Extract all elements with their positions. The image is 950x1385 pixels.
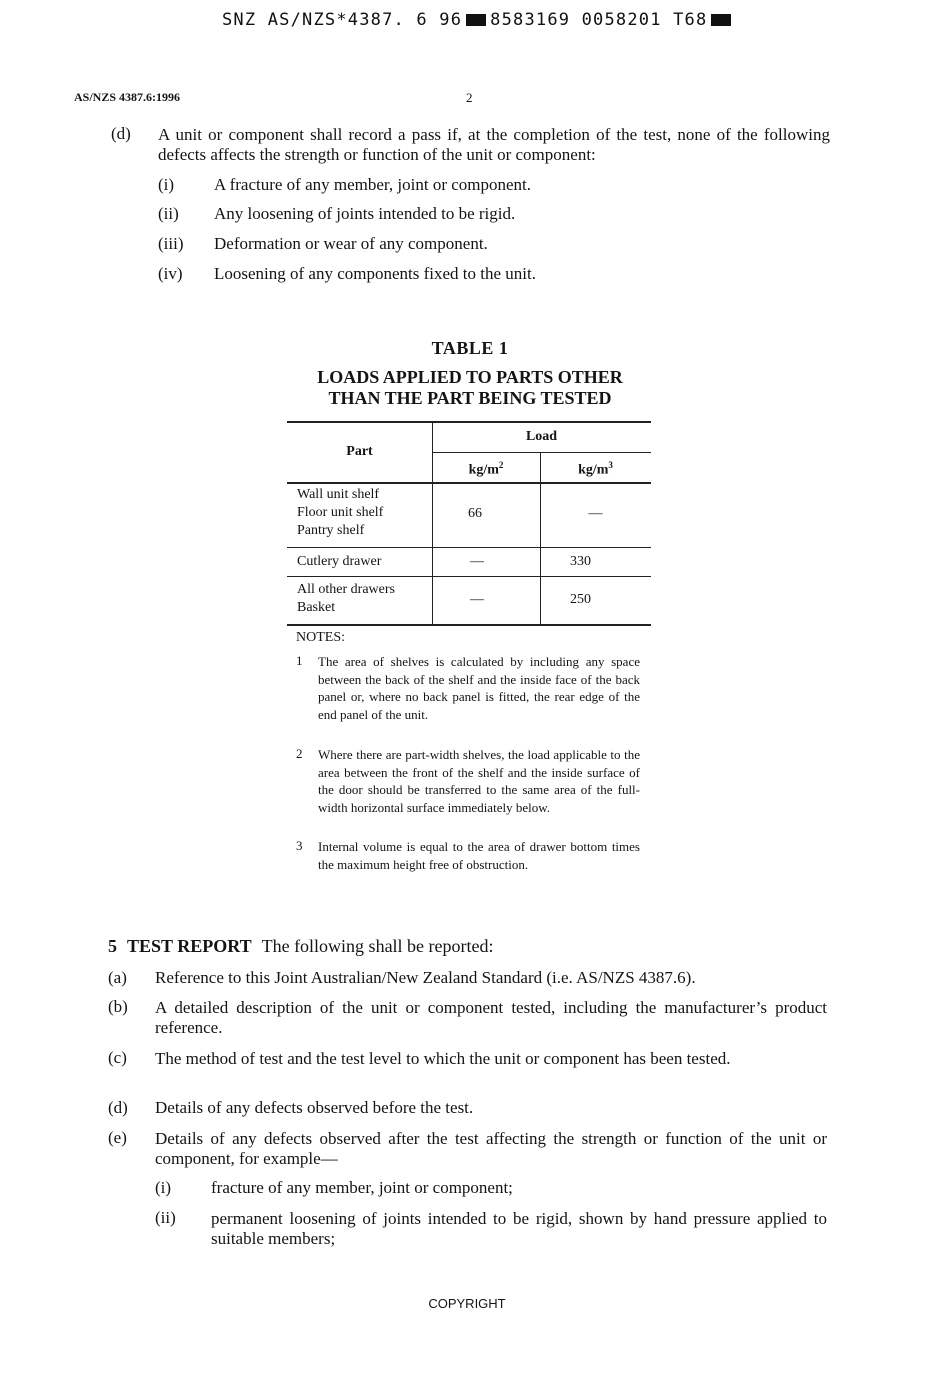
report-item-text: A detailed description of the unit or component tested, including the manufacturer’s product reference. xyxy=(155,998,827,1037)
note-number: 2 xyxy=(296,746,303,761)
clause-item-text: Loosening of any components fixed to the unit. xyxy=(214,264,536,283)
report-item-text: Details of any defects observed before the test. xyxy=(155,1098,474,1117)
note-text: Where there are part-width shelves, the load applicable to the area between the front of the shelf and the inside surface of the door should be transferred to the same area of the full-width horizontal surface immediately below. xyxy=(318,747,640,815)
page-number: 2 xyxy=(466,90,473,105)
note-number: 3 xyxy=(296,838,303,853)
report-subitem-label: (i) xyxy=(155,1178,172,1197)
table-subtitle-line: LOADS APPLIED TO PARTS OTHER xyxy=(317,367,623,387)
clause-item-label: (ii) xyxy=(158,204,179,223)
document-code-line xyxy=(222,10,735,30)
report-item-label: (a) xyxy=(108,968,127,987)
table-title: TABLE 1 xyxy=(431,338,509,358)
table-top-rule xyxy=(287,421,651,423)
section-number: 5 xyxy=(108,936,117,956)
table-header-unit-volume: $kg/m^3$ xyxy=(578,460,613,478)
table-cell-part: Wall unit shelf Floor unit shelf Pantry shelf xyxy=(297,487,384,538)
table-cell-area: — xyxy=(470,592,484,607)
report-item-text: Reference to this Joint Australian/New Zealand Standard (i.e. AS/NZS 4387.6). xyxy=(155,968,696,987)
table-row-rule xyxy=(287,576,651,577)
note-text: Internal volume is equal to the area of drawer bottom times the maximum height free of obstruction. xyxy=(318,839,640,872)
standard-reference: AS/NZS 4387.6:1996 xyxy=(74,90,181,104)
table-cell-area: — xyxy=(470,554,484,569)
table-cell-area: 66 xyxy=(468,506,482,521)
table-cell-volume: — xyxy=(588,506,603,521)
section-heading xyxy=(108,936,494,957)
table-subtitle-line: THAN THE PART BEING TESTED xyxy=(328,388,612,408)
section-title: TEST REPORT xyxy=(127,936,252,956)
table-header-rule xyxy=(287,482,651,484)
note-number: 1 xyxy=(296,653,303,668)
report-subitem-label: (ii) xyxy=(155,1208,176,1227)
report-subitem-text: permanent loosening of joints intended to be rigid, shown by hand pressure applied to suitable members; xyxy=(211,1209,827,1248)
clause-item-label: (i) xyxy=(158,175,175,194)
clause-item-text: A fracture of any member, joint or component. xyxy=(214,175,532,194)
report-item-label: (e) xyxy=(108,1128,127,1147)
report-item-text: Details of any defects observed after the test affecting the strength or function of the unit or component, for example— xyxy=(155,1129,827,1168)
document-code: SNZ AS/NZS*4387. 6 96 xyxy=(222,10,463,30)
table-header-unit-area: $kg/m^2$ xyxy=(468,460,504,478)
report-item-label: (c) xyxy=(108,1048,127,1067)
table-cell-volume: 250 xyxy=(570,592,591,607)
table-header-mid-rule xyxy=(432,452,651,453)
note-text: The area of shelves is calculated by including any space between the back of the shelf and the inside face of the back panel or, where no back panel is fitted, the rear edge of the end panel of the unit. xyxy=(318,654,640,722)
report-item-text: The method of test and the test level to which the unit or component has been tested. xyxy=(155,1049,731,1068)
table-header-load: Load xyxy=(525,429,558,444)
table-header-part: Part xyxy=(346,444,373,459)
table-bottom-rule xyxy=(287,624,651,626)
copyright-footer: COPYRIGHT xyxy=(428,1296,506,1311)
clause-text: A unit or component shall record a pass if, at the completion of the test, none of the following defects affects the strength or function of the unit or component: xyxy=(158,125,830,164)
table-cell-volume: 330 xyxy=(570,554,591,569)
clause-item-label: (iii) xyxy=(158,234,184,253)
document-code-end: 8583169 0058201 T68 xyxy=(490,10,708,30)
table-row-rule xyxy=(287,547,651,548)
table-subtitle xyxy=(0,367,940,409)
table-cell-part: All other drawers Basket xyxy=(297,582,395,615)
report-item-label: (b) xyxy=(108,997,128,1016)
table-notes-heading: NOTES: xyxy=(296,630,345,645)
clause-item-text: Deformation or wear of any component. xyxy=(214,234,488,253)
clause-item-label: (iv) xyxy=(158,264,183,283)
report-subitem-text: fracture of any member, joint or component; xyxy=(211,1178,513,1197)
clause-item-text: Any loosening of joints intended to be rigid. xyxy=(214,204,516,223)
section-intro: The following shall be reported: xyxy=(261,936,494,956)
clause-label: (d) xyxy=(111,124,131,143)
report-item-label: (d) xyxy=(108,1098,128,1117)
table-cell-part: Cutlery drawer xyxy=(297,554,382,569)
